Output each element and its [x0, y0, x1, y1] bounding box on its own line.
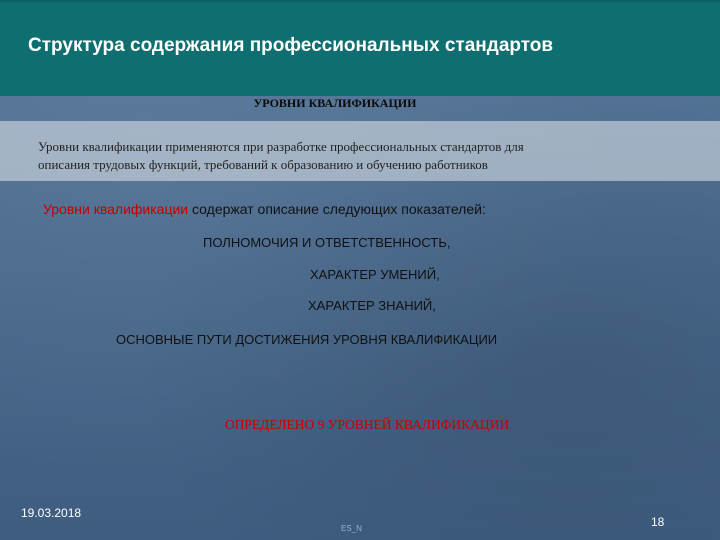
description-line-2: описания трудовых функций, требований к образованию и обучению работников — [38, 157, 488, 172]
title-bar — [0, 0, 720, 96]
page-number: 18 — [651, 515, 665, 529]
levels-count-note: ОПРЕДЕЛЕНО 9 УРОВНЕЙ КВАЛИФИКАЦИИ — [224, 417, 510, 432]
footer-code: ES_N — [341, 524, 362, 533]
indicators-intro — [43, 201, 486, 217]
indicator-item-knowledge: ХАРАКТЕР ЗНАНИЙ, — [308, 298, 436, 313]
slide-date: 19.03.2018 — [21, 506, 82, 520]
indicator-item-authority: ПОЛНОМОЧИЯ И ОТВЕТСТВЕННОСТЬ, — [203, 235, 451, 250]
indicator-item-paths: ОСНОВНЫЕ ПУТИ ДОСТИЖЕНИЯ УРОВНЯ КВАЛИФИКАЦИИ — [116, 332, 498, 347]
slide-title: Структура содержания профессиональных стандартов — [28, 35, 554, 56]
description-line-1: Уровни квалификации применяются при разработке профессиональных стандартов для — [38, 139, 524, 154]
section-subheading: УРОВНИ КВАЛИФИКАЦИИ — [253, 96, 417, 110]
indicator-item-skills: ХАРАКТЕР УМЕНИЙ, — [310, 267, 440, 282]
indicators-highlight: Уровни квалификации — [43, 201, 189, 217]
description-text — [38, 138, 678, 174]
indicators-rest: содержат описание следующих показателей: — [188, 201, 486, 217]
